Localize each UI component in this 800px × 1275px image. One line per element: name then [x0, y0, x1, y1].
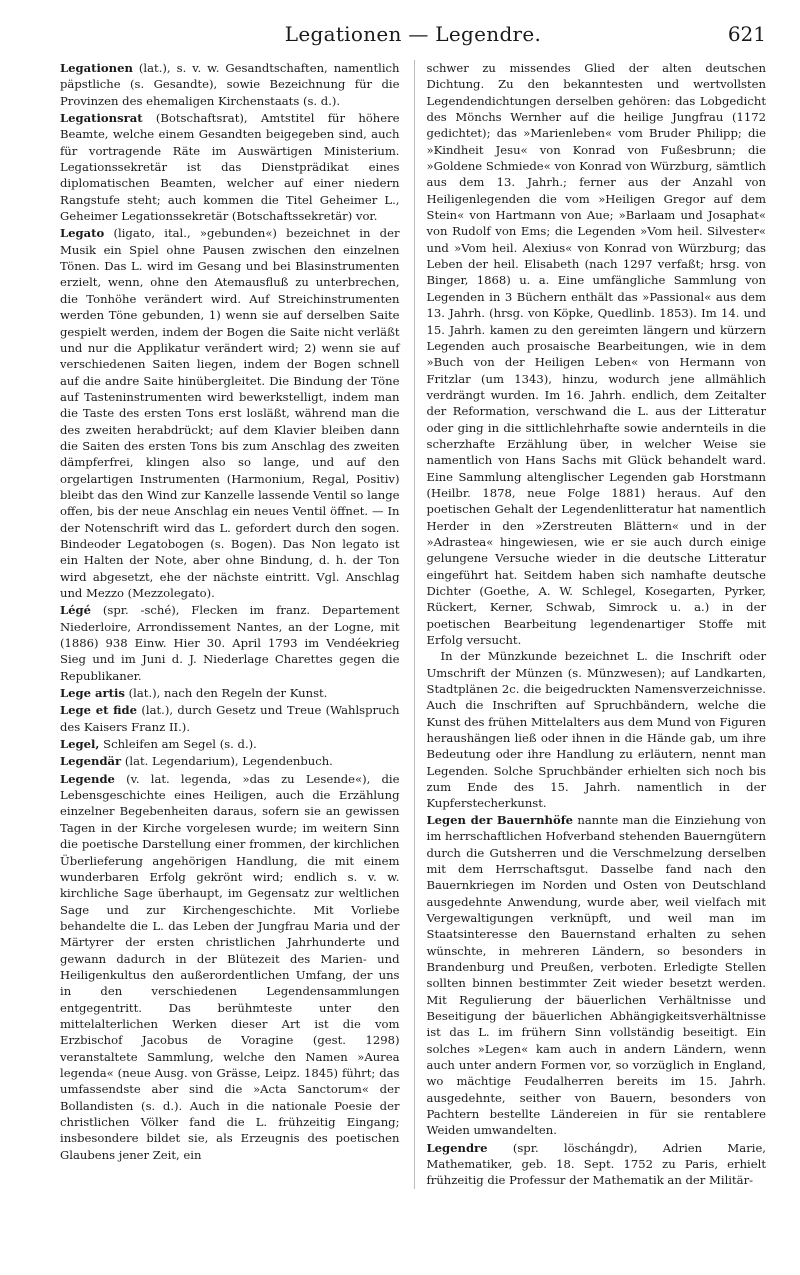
left-column: [60, 60, 400, 1189]
entry-lemma: Legende: [60, 771, 115, 786]
right-column: [414, 60, 767, 1189]
entry-text: (v. lat. legenda, »das zu Lesende«), die Lebensgeschichte eines Heiligen, auch die Erzählung einzelner Begebenheiten daraus, sofern sie an gewissen Tagen in der Kirche vorgelesen wurde; im weitern Sinn die poetische Darstellung einer frommen, der kirchlichen Überlieferung angehörigen Handlung, die mit einem wunderbaren Erfolg gekrönt wird; endlich s. v. w. kirchliche Sage überhaupt, im Gegensatz zur weltlichen Sage und zur Kirchengeschichte. Mit Vorliebe behandelte die L. das Leben der Jungfrau Maria und der Märtyrer der ersten christlichen Jahrhunderte und gewann dadurch in der Blütezeit des Marien- und Heiligenkultus den außerordentlichen Umfang, der uns in den verschiedenen Legendensammlungen entgegentritt. Das berühmteste unter den mittelalterlichen Werken dieser Art ist die vom Erzbischof Jacobus de Voragine (gest. 1298) veranstaltete Sammlung, welche den Namen »Aurea legenda« (neue Ausg. von Grässe, Leipz. 1845) führt; das umfassendste aber sind die »Acta Sanctorum« der Bollandisten (s. d.). Auch in die nationale Poesie der christlichen Völker fand die L. frühzeitig Eingang; insbesondere bildet sie, als Erzeugnis des poetischen Glaubens jener Zeit, ein: [60, 771, 400, 1162]
entry-text: (lat.), durch Gesetz und Treue (Wahlspruch des Kaisers Franz II.).: [60, 703, 400, 734]
entry-legationen: [60, 60, 400, 109]
entry-text: nannte man die Einziehung von im herrschaftlichen Hofverband stehenden Bauerngütern durch die Gutsherren und die Verschmelzung derselben mit dem Herrschaftsgut. Dasselbe fand nach den Bauernkriegen im Norden und Osten von Deutschland ausgedehnte Anwendung, wurde aber, weil vielfach mit Vergewaltigungen verknüpft, und weil man im Staatsinteresse den Bauernstand erhalten zu sehen wünschte, in mehreren Ländern, so besonders in Brandenburg und Preußen, verboten. Erledigte Stellen sollten binnen bestimmter Zeit wieder besetzt werden. Mit Regulierung der bäuerlichen Verhältnisse und Beseitigung der bäuerlichen Abhängigkeitsverhältnisse ist das L. im frühern Sinn vollständig beseitigt. Ein solches »Legen« kam auch in andern Ländern, wenn auch unter andern Formen vor, so vorzüglich in England, wo mächtige Feudalherren bereits im 15. Jahrh. ausgedehnte, seither von Bauern, besonders von Pachtern bestellte Ländereien in für sie rentablere Weiden umwandelten.: [426, 812, 766, 1138]
entry-lemma: Lege et fide: [60, 703, 138, 718]
running-head: Legationen — Legendre.: [284, 22, 542, 46]
entry-legationsrat: [60, 110, 400, 224]
entry-text: (lat.), s. v. w. Gesandtschaften, namentlich päpstliche (s. Gesandte), sowie Bezeichnung für die Provinzen des ehemaligen Kirchenstaats (s. d.).: [60, 61, 400, 108]
entry-text: (lat. Legendarium), Legendenbuch.: [121, 754, 333, 769]
entry-lege: [60, 602, 400, 684]
entry-text: (spr. -sché), Flecken im franz. Departement Niederloire, Arrondissement Nantes, an der Logne, mit (1886) 938 Einw. Hier 30. April 1793 im Vendéekrieg Sieg und im Juni d. J. Niederlage Charettes gegen die Republikaner.: [60, 603, 400, 683]
entry-lemma: Legendre: [426, 1140, 488, 1155]
page-number: 621: [727, 22, 766, 46]
entry-text: (ligato, ital., »gebunden«) bezeichnet in der Musik ein Spiel ohne Pausen zwischen den einzelnen Tönen. Das L. wird im Gesang und bei Blasinstrumenten erzielt, wenn, ohne den Atemausfluß zu unterbrechen, die Tonhöhe verändert wird. Auf Streichinstrumenten werden Töne gebunden, 1) wenn sie auf derselben Saite gespielt werden, indem der Bogen die Saite nicht verläßt und nur die Applikatur verändert wird; 2) wenn sie auf verschiedenen Saiten liegen, indem der Bogen schnell auf die andre Saite hinübergleitet. Die Bindung der Töne auf Tasteninstrumenten wird bewerkstelligt, indem man die Taste des ersten Tons erst losläßt, während man die des zweiten herabdrückt; auf dem Klavier bleiben dann die Saiten des ersten Tons bis zum Anschlag des zweiten dämpferfrei, klingen also so lange, und auf den orgelartigen Instrumenten (Harmonium, Regal, Positiv) bleibt das den Wind zur Kanzelle lassende Ventil so lange offen, bis der neue Anschlag ein neues Ventil öffnet. — In der Notenschrift wird das L. gefordert durch den sogen. Bindeoder Legatobogen (s. Bogen). Das Non legato ist ein Halten der Note, aber ohne Bindung, d. h. der Ton wird abgesetzt, ehe der nächste eintritt. Vgl. Anschlag und Mezzo (Mezzolegato).: [60, 226, 400, 600]
entry-text: (spr. löschángdr), Adrien Marie, Mathematiker, geb. 18. Sept. 1752 zu Paris, erhielt frühzeitig die Professur der Mathematik an der Militär-: [426, 1140, 766, 1188]
entry-lemma: Legendär: [60, 754, 122, 769]
entry-lemma: Legato: [60, 226, 105, 241]
entry-legendre: [427, 1140, 767, 1189]
entry-paragraph: In der Münzkunde bezeichnet L. die Inschrift oder Umschrift der Münzen (s. Münzwesen); auf Landkarten, Stadtplänen 2c. die beigedruckten Namensverzeichnisse. Auch die Inschriften auf Spruchbändern, welche die Kunst des frühen Mittelalters aus dem Mund von Figuren heraushängen ließ oder ihnen in die Hände gab, um ihre Bedeutung oder ihre Handlung zu erläutern, nennt man Legenden. Solche Spruchbänder erhielten sich noch bis zum Ende des 15. Jahrh. namentlich in der Kupferstecherkunst.: [426, 649, 766, 811]
entry-lemma: Legen der Bauernhöfe: [426, 812, 574, 827]
entry-text: (Botschaftsrat), Amtstitel für höhere Beamte, welche einem Gesandten beigegeben sind, auch für vortragende Räte im Auswärtigen Ministerium. Legationssekretär ist das Dienstprädikat eines diplomatischen Beamten, welcher auf einer niedern Rangstufe steht; auch kommen die Titel Geheimer L., Geheimer Legationssekretär (Botschaftssekretär) vor.: [60, 111, 400, 224]
entry-legendar: [60, 753, 400, 769]
text-columns: [60, 60, 766, 1189]
entry-lemma: Légé: [60, 603, 92, 618]
entry-legel: [60, 736, 400, 752]
entry-lege-artis: [60, 685, 400, 701]
page-header: [60, 22, 766, 50]
entry-lemma: Legel,: [60, 737, 100, 752]
entry-lege-et-fide: [60, 702, 400, 735]
entry-lemma: Legationsrat: [60, 111, 143, 126]
entry-text: (lat.), nach den Regeln der Kunst.: [124, 686, 328, 701]
entry-legen-der-bauernhoefe: [427, 812, 767, 1139]
entry-legende: [60, 771, 400, 1163]
entry-lemma: Lege artis: [60, 686, 125, 701]
entry-text: Schleifen am Segel (s. d.).: [99, 737, 257, 752]
entry-legato: [60, 225, 400, 601]
entry-continuation: schwer zu missendes Glied der alten deutschen Dichtung. Zu den bekanntesten und wertvollsten Legendendichtungen derselben gehören: das Lobgedicht des Mönchs Wernher auf die heilige Jungfrau (1172 gedichtet); das »Marienleben« vom Bruder Philipp; die »Kindheit Jesu« von Konrad von Fußesbrunn; die »Goldene Schmiede« von Konrad von Würzburg, sämtlich aus dem 13. Jahrh.; ferner aus der Anzahl von Heiligenlegenden die vom »Heiligen Gregor auf dem Stein« von Hartmann von Aue; »Barlaam und Josaphat« von Rudolf von Ems; die Legenden »Vom heil. Silvester« und »Vom heil. Alexius« von Konrad von Würzburg; das Leben der heil. Elisabeth (nach 1297 verfaßt; hrsg. von Binger, 1868) u. a. Eine umfängliche Sammlung von Legenden in 3 Büchern enthält das »Passional« aus dem 13. Jahrh. (hrsg. von Köpke, Quedlinb. 1853). Im 14. und 15. Jahrh. kamen zu den gereimten längern und kürzern Legenden auch prosaische Bearbeitungen, wie in dem »Buch von der Heiligen Leben« von Hermann von Fritzlar (um 1343), hinzu, wodurch jene allmählich verdrängt wurden. Im 16. Jahrh. endlich, dem Zeitalter der Reformation, verschwand die L. aus der Litteratur oder ging in die sittlichlehrhafte sowie andernteils in die scherzhafte Erzählung über, in welcher Weise sie namentlich von Hans Sachs mit Glück behandelt ward. Eine Sammlung altenglischer Legenden gab Horstmann (Heilbr. 1878, neue Folge 1881) heraus. Auf den poetischen Gehalt der Legendenlitteratur hat namentlich Herder in den »Zerstreuten Blättern« und in der »Adrastea« hingewiesen, wie er sie auch durch einige gelungene Versuche wieder in die deutsche Litteratur eingeführt hat. Seitdem haben sich namhafte deutsche Dichter (Goethe, A. W. Schlegel, Kosegarten, Pyrker, Rückert, Kerner, Schwab, Simrock u. a.) in der poetischen Bearbeitung legendenartiger Stoffe mit Erfolg versucht.: [426, 61, 766, 648]
entry-lemma: Legationen: [60, 61, 133, 75]
